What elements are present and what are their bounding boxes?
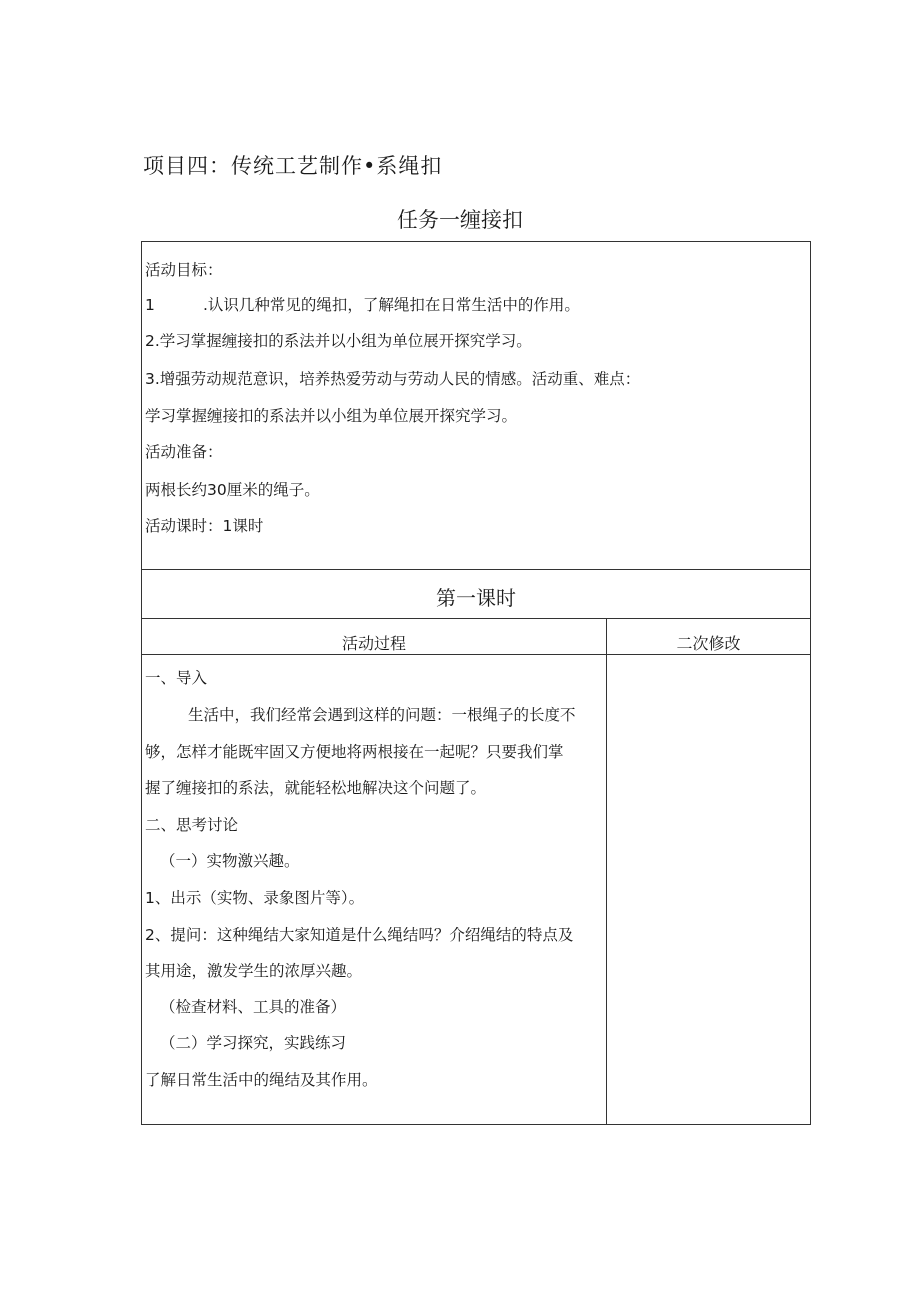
column-header-process: 活动过程: [341, 634, 406, 653]
project-title: 项目四：传统工艺制作•系绳扣: [143, 154, 443, 178]
subsection-practice: （二）学习探究，实践练习: [160, 1034, 347, 1052]
row-divider: [142, 654, 810, 655]
lesson-title: 第一课时: [436, 586, 516, 610]
goal-2: 2.学习掌握缠接扣的系法并以小组为单位展开探究学习。: [145, 332, 532, 350]
lesson-plan-table: [141, 241, 811, 1125]
intro-paragraph-line: 握了缠接扣的系法，就能轻松地解决这个问题了。: [145, 779, 487, 797]
section-intro: 一、导入: [145, 669, 208, 687]
goal-1-number: 1: [145, 296, 155, 314]
intro-paragraph-line: 生活中，我们经常会遇到这样的问题：一根绳子的长度不: [188, 706, 576, 724]
row-divider: [142, 618, 810, 619]
goal-3: 3.增强劳动规范意识，培养热爱劳动与劳动人民的情感。活动重、难点：: [145, 370, 641, 388]
class-hours: 活动课时：1课时: [145, 517, 264, 535]
intro-paragraph-line: 够，怎样才能既牢固又方便地将两根接在一起呢？只要我们掌: [145, 743, 564, 761]
key-points: 学习掌握缠接扣的系法并以小组为单位展开探究学习。: [145, 407, 518, 425]
practice-text: 了解日常生活中的绳结及其作用。: [145, 1071, 378, 1089]
goal-1-text: .认识几种常见的绳扣，了解绳扣在日常生活中的作用。: [203, 296, 580, 314]
row-divider: [142, 569, 810, 570]
column-header-revision: 二次修改: [676, 634, 741, 653]
section-discussion: 二、思考讨论: [145, 816, 239, 834]
subsection-objects: （一）实物激兴趣。: [160, 852, 300, 870]
prep-label: 活动准备：: [145, 443, 223, 461]
step-question: 2、提问：这种绳结大家知道是什么绳结吗？介绍绳结的特点及: [145, 926, 574, 944]
check-materials: （检查材料、工具的准备）: [160, 998, 347, 1016]
prep-text: 两根长约30厘米的绳子。: [145, 481, 320, 499]
step-show: 1、出示（实物、录象图片等）。: [145, 889, 365, 907]
task-title: 任务一缠接扣: [397, 208, 523, 232]
step-question-continued: 其用途，激发学生的浓厚兴趣。: [145, 962, 363, 980]
column-divider: [606, 618, 607, 1125]
goals-label: 活动目标：: [145, 261, 223, 279]
